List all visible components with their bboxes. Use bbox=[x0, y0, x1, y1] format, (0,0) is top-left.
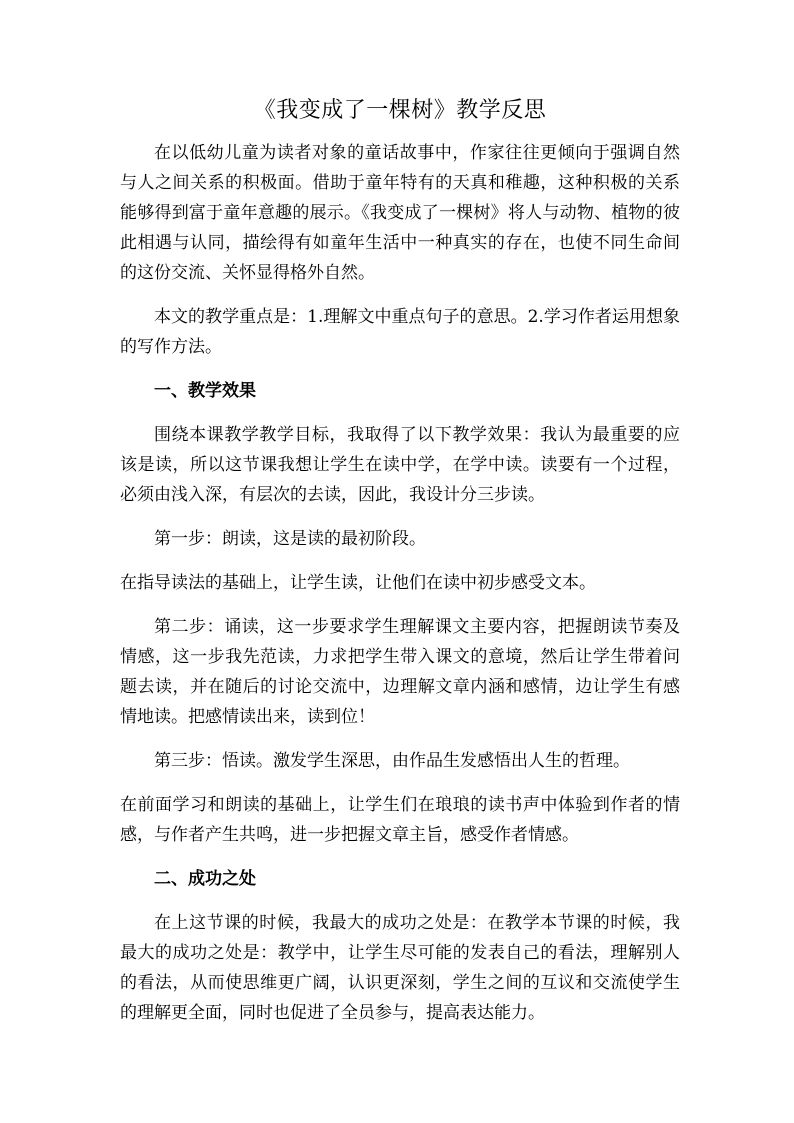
success-paragraph: 在上这节课的时候，我最大的成功之处是：在教学本节课的时候，我最大的成功之处是：教学中，让学生尽可能的发表自己的看法，理解别人的看法，从而使思维更广阔，认识更深刻，学生之间的互议和交流使学生的理解更全面，同时也促进了全员参与，提高表达能力。 bbox=[120, 913, 680, 1023]
step-one-paragraph: 第一步：朗读，这是读的最初阶段。 bbox=[154, 529, 426, 549]
step-one-detail-paragraph: 在指导读法的基础上，让学生读，让他们在读中初步感受文本。 bbox=[120, 573, 596, 593]
step-three-paragraph: 第三步：悟读。激发学生深思，由作品生发感悟出人生的哲理。 bbox=[154, 751, 630, 771]
section-heading-teaching-effect: 一、教学效果 bbox=[154, 381, 256, 401]
intro-paragraph: 在以低幼儿童为读者对象的童话故事中，作家往往更倾向于强调自然与人之间关系的积极面。借助于童年特有的天真和稚趣，这种积极的关系能够得到富于童年意趣的展示。《我变成了一棵树》将人与动物、植物的彼此相遇与认同，描绘得有如童年生活中一种真实的存在，也使不同生命间的这份交流、关怀显得格外自然。 bbox=[120, 143, 680, 283]
section-heading-success: 二、成功之处 bbox=[154, 869, 256, 889]
teaching-focus-paragraph: 本文的教学重点是：1.理解文中重点句子的意思。2.学习作者运用想象的写作方法。 bbox=[120, 307, 680, 357]
step-two-paragraph: 第二步：诵读，这一步要求学生理解课文主要内容，把握朗读节奏及情感，这一步我先范读，力求把学生带入课文的意境，然后让学生带着问题去读，并在随后的讨论交流中，边理解文章内涵和感情，边让学生有感情地读。把感情读出来，读到位！ bbox=[120, 617, 680, 727]
document-page bbox=[120, 98, 680, 1042]
step-three-detail-paragraph: 在前面学习和朗读的基础上，让学生们在琅琅的读书声中体验到作者的情感，与作者产生共鸣，进一步把握文章主旨，感受作者情感。 bbox=[120, 795, 680, 845]
document-title: 《我变成了一棵树》教学反思 bbox=[253, 98, 547, 123]
teaching-effect-paragraph: 围绕本课教学教学目标，我取得了以下教学效果：我认为最重要的应该是读，所以这节课我想让学生在读中学，在学中读。读要有一个过程，必须由浅入深，有层次的去读，因此，我设计分三步读。 bbox=[120, 425, 680, 505]
